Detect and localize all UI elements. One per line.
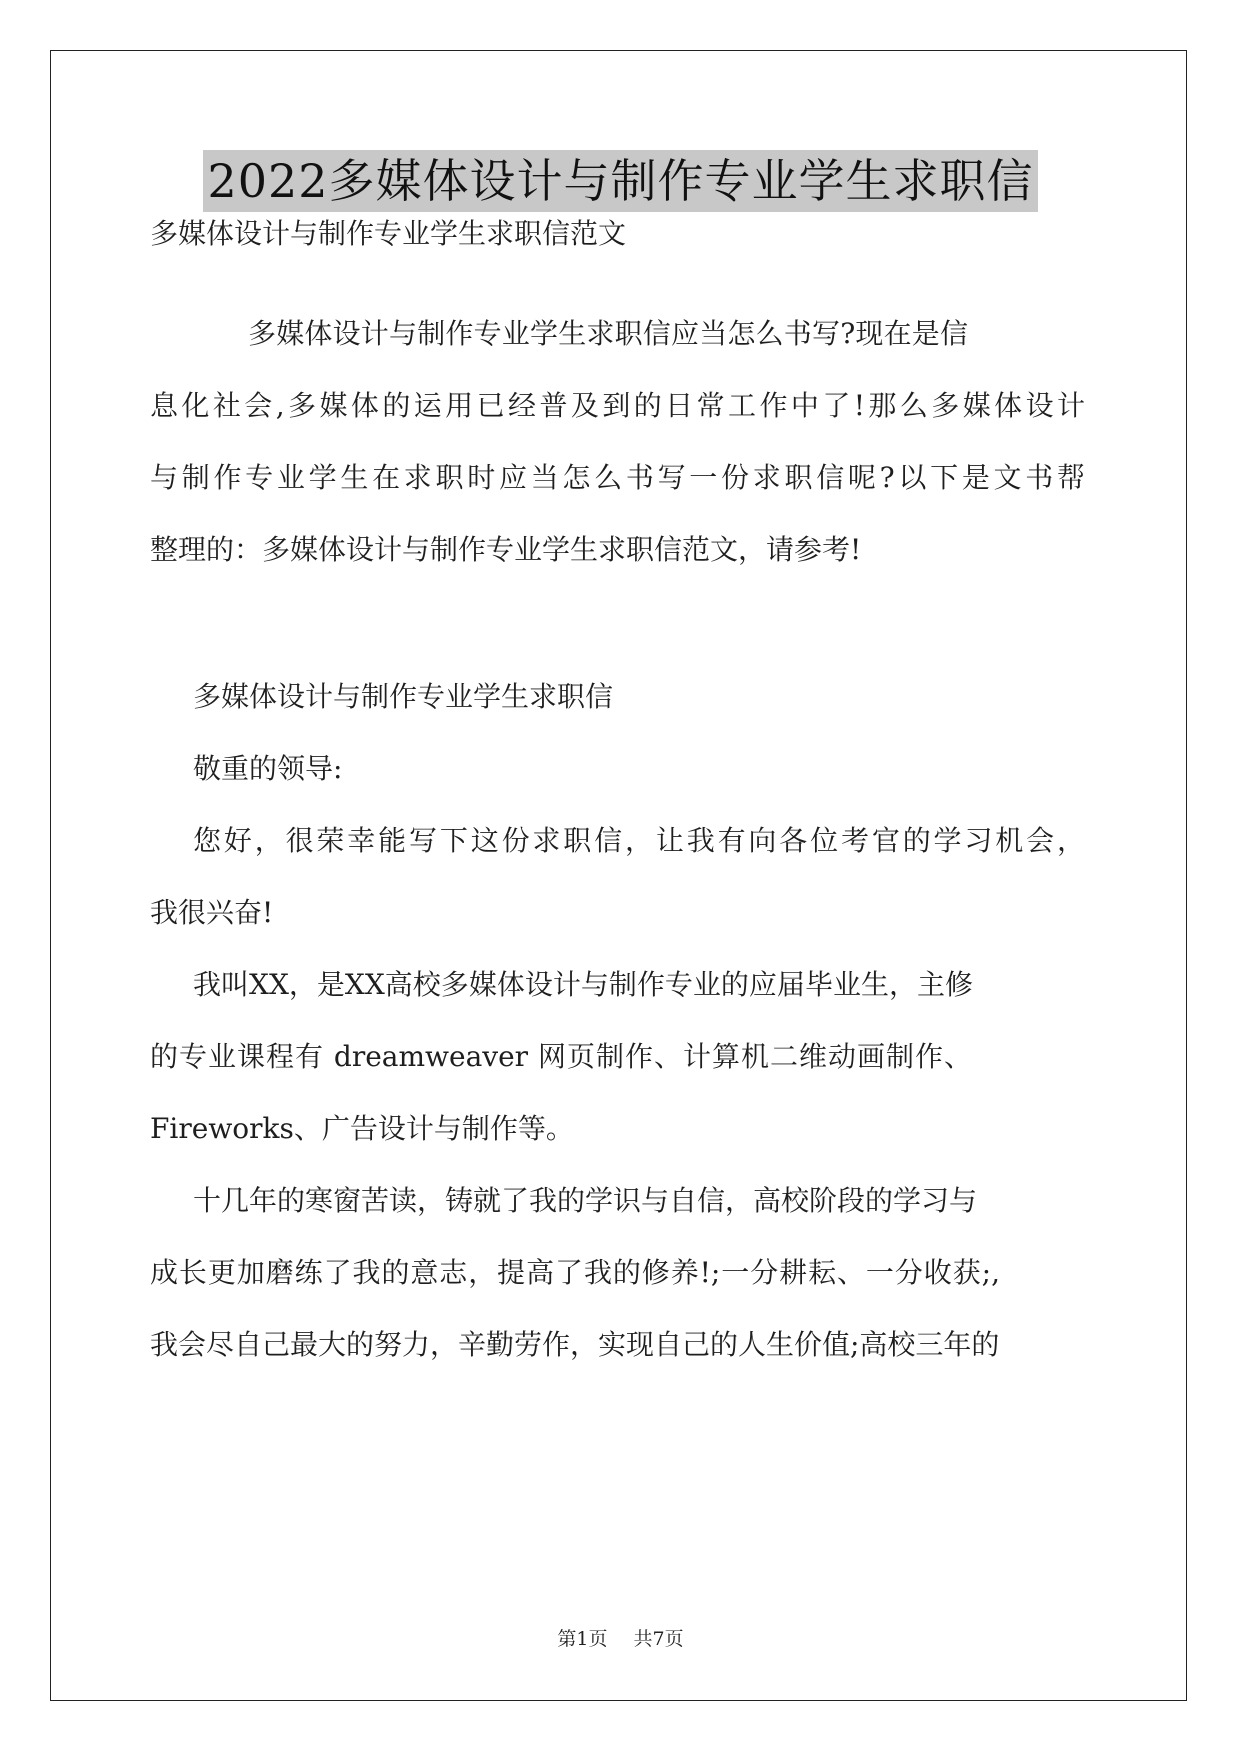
para3-line-1: 十几年的寒窗苦读，铸就了我的学识与自信，高校阶段的学习与: [193, 1184, 978, 1217]
intro-line-1: 多媒体设计与制作专业学生求职信应当怎么书写?现在是信: [248, 317, 968, 350]
para3-line-2: 成长更加磨练了我的意志，提高了我的修养!;一分耕耘、一分收获;,: [150, 1256, 1000, 1289]
para3-line-3: 我会尽自己最大的努力，辛勤劳作，实现自己的人生价值;高校三年的: [150, 1328, 1000, 1361]
para2-line-2: 的专业课程有 dreamweaver 网页制作、计算机二维动画制作、: [150, 1040, 972, 1073]
page-border: [50, 50, 1187, 1701]
intro-line-2: 息化社会,多媒体的运用已经普及到的日常工作中了!那么多媒体设计: [150, 389, 1085, 422]
salutation: 敬重的领导:: [193, 752, 343, 785]
document-title: 2022多媒体设计与制作专业学生求职信: [203, 150, 1037, 212]
para1-line-2: 我很兴奋!: [150, 896, 274, 929]
page-total: 共7页: [633, 1628, 684, 1650]
page-number: 第1页: [557, 1628, 608, 1650]
subtitle: 多媒体设计与制作专业学生求职信范文: [150, 217, 627, 250]
para2-line-3: Fireworks、广告设计与制作等。: [150, 1112, 574, 1145]
para2-line-1: 我叫XX，是XX高校多媒体设计与制作专业的应届毕业生，主修: [193, 968, 973, 1001]
intro-line-4: 整理的：多媒体设计与制作专业学生求职信范文，请参考!: [150, 533, 862, 566]
page-footer: [0, 1624, 1241, 1651]
title-block: [0, 150, 1241, 212]
para1-line-1: 您好，很荣幸能写下这份求职信，让我有向各位考官的学习机会，: [193, 824, 1085, 857]
intro-line-3: 与制作专业学生在求职时应当怎么书写一份求职信呢?以下是文书帮: [150, 461, 1085, 494]
letter-title: 多媒体设计与制作专业学生求职信: [193, 680, 614, 713]
